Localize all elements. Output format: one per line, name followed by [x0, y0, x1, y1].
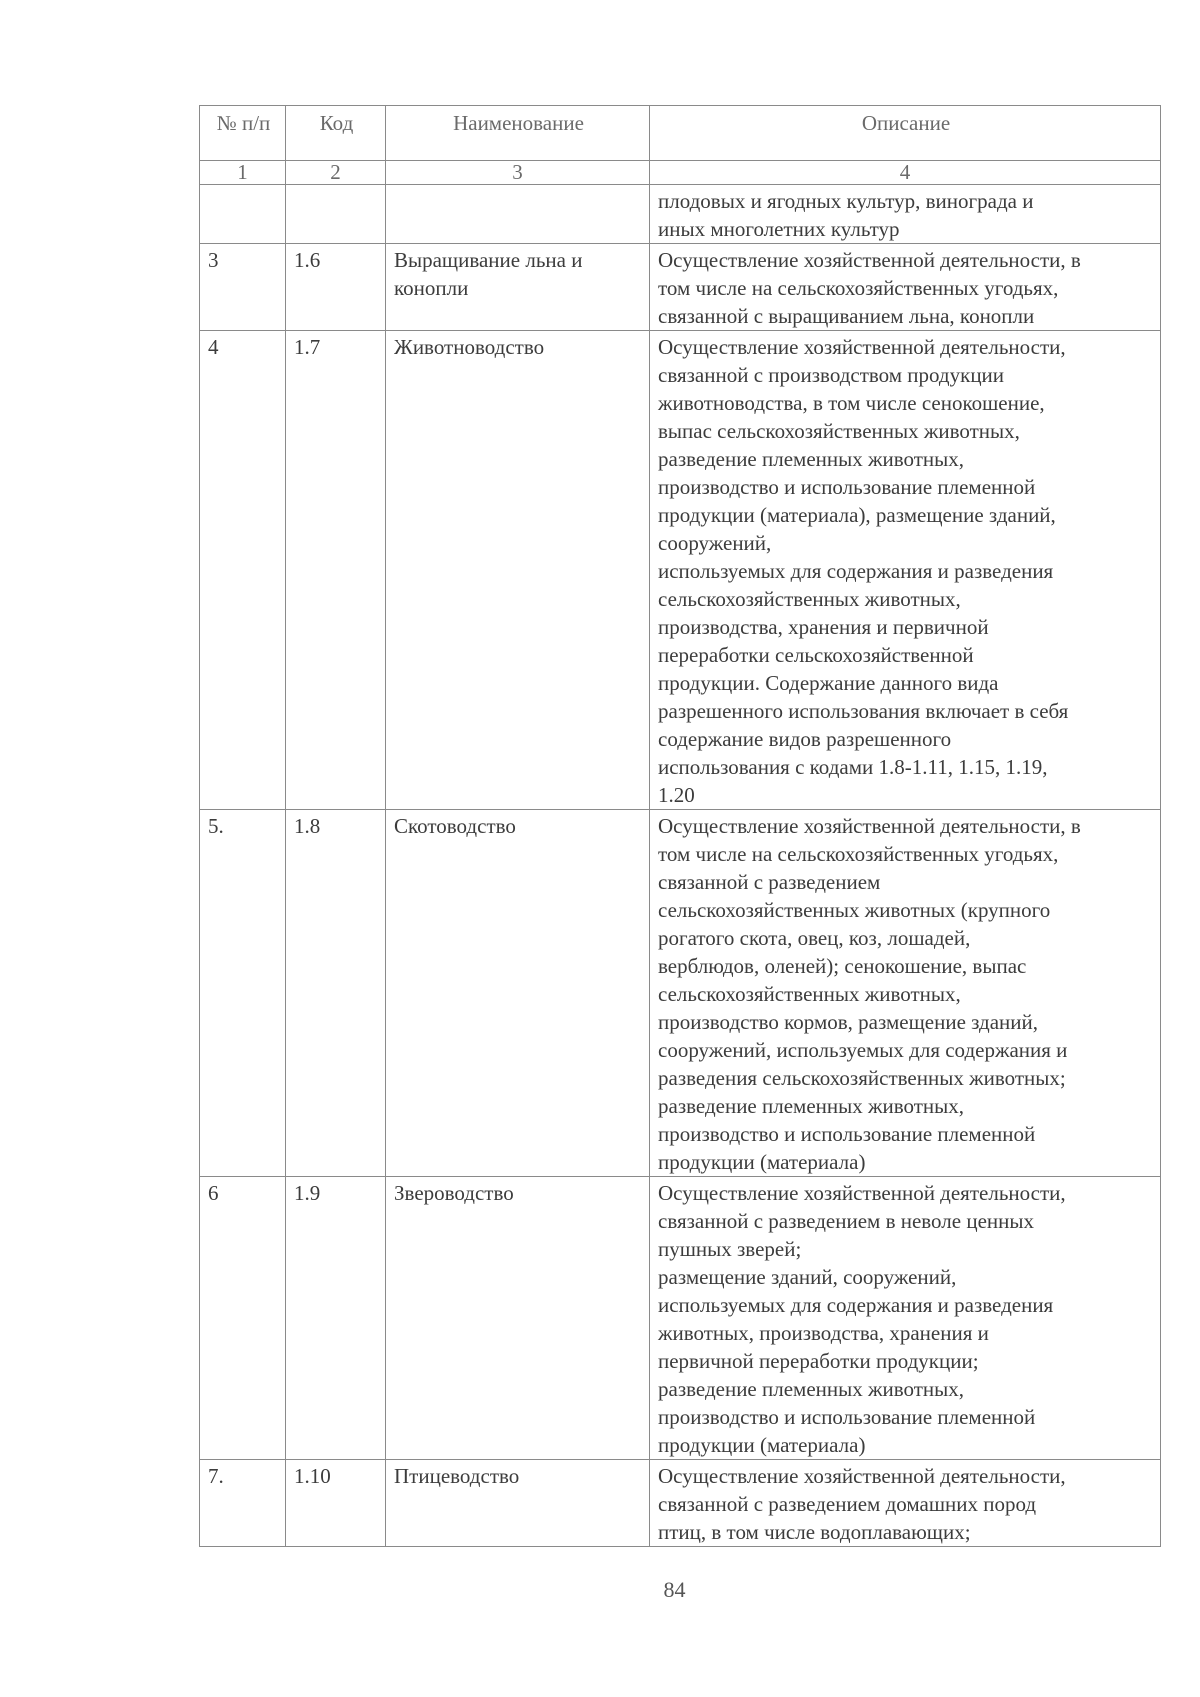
row-description-line: продукции. Содержание данного вида	[658, 671, 999, 695]
row-name	[386, 331, 650, 810]
row-description-line: сельскохозяйственных животных (крупного	[658, 898, 1051, 922]
row-description-line: верблюдов, оленей); сенокошение, выпас	[658, 954, 1027, 978]
row-description-line: переработки сельскохозяйственной	[658, 643, 974, 667]
row-description-line: разведения сельскохозяйственных животных;	[658, 1066, 1066, 1090]
column-number: 4	[650, 161, 1161, 185]
row-description	[650, 331, 1161, 810]
row-description-line: животных, производства, хранения и	[658, 1321, 989, 1345]
row-description-line: содержание видов разрешенного	[658, 727, 952, 751]
row-description	[650, 244, 1161, 331]
table-row	[200, 331, 1161, 810]
row-description-line: разведение племенных животных,	[658, 1094, 965, 1118]
row-description-line: Осуществление хозяйственной деятельности,	[658, 335, 1066, 359]
row-description-line: используемых для содержания и разведения	[658, 559, 1054, 583]
row-description-line: Осуществление хозяйственной деятельности, в	[658, 814, 1081, 838]
row-description-line: производство и использование племенной	[658, 1122, 1036, 1146]
row-description	[650, 810, 1161, 1177]
row-name	[386, 244, 650, 331]
column-number: 2	[286, 161, 386, 185]
row-description-line: Осуществление хозяйственной деятельности,	[658, 1464, 1066, 1488]
row-number: 7.	[200, 1460, 286, 1547]
row-name-line: Звероводство	[394, 1181, 514, 1205]
row-description-line: том числе на сельскохозяйственных угодьях,	[658, 842, 1059, 866]
row-description-line: производство кормов, размещение зданий,	[658, 1010, 1039, 1034]
row-name-line: Птицеводство	[394, 1464, 520, 1488]
row-description-line: выпас сельскохозяйственных животных,	[658, 419, 1020, 443]
row-description-line: связанной с разведением в неволе ценных	[658, 1209, 1034, 1233]
row-name	[386, 185, 650, 244]
row-number: 6	[200, 1177, 286, 1460]
row-description-line: животноводства, в том числе сенокошение,	[658, 391, 1045, 415]
land-use-table	[199, 105, 1161, 1547]
table-row	[200, 1460, 1161, 1547]
row-description	[650, 1177, 1161, 1460]
row-description-line: разведение племенных животных,	[658, 447, 965, 471]
row-name-line: Животноводство	[394, 335, 545, 359]
row-description-line: производство и использование племенной	[658, 1405, 1036, 1429]
header-row	[200, 106, 1161, 161]
row-description-line: разведение племенных животных,	[658, 1377, 965, 1401]
row-description-line: сооружений,	[658, 531, 772, 555]
row-code: 1.10	[286, 1460, 386, 1547]
row-description	[650, 1460, 1161, 1547]
row-description-line: птиц, в том числе водоплавающих;	[658, 1520, 971, 1544]
table-body	[200, 185, 1161, 1547]
table-row	[200, 1177, 1161, 1460]
header-code: Код	[286, 106, 386, 161]
row-description-line: пушных зверей;	[658, 1237, 802, 1261]
row-code: 1.8	[286, 810, 386, 1177]
row-number: 3	[200, 244, 286, 331]
row-description-line: рогатого скота, овец, коз, лошадей,	[658, 926, 971, 950]
row-description-line: первичной переработки продукции;	[658, 1349, 979, 1373]
page-number: 84	[663, 1577, 686, 1602]
row-code	[286, 185, 386, 244]
row-description-line: иных многолетних культур	[658, 217, 900, 241]
row-description-line: связанной с разведением	[658, 870, 881, 894]
column-number: 1	[200, 161, 286, 185]
row-number: 4	[200, 331, 286, 810]
row-description-line: плодовых и ягодных культур, винограда и	[658, 189, 1034, 213]
header-description: Описание	[650, 106, 1161, 161]
row-code: 1.6	[286, 244, 386, 331]
column-number: 3	[386, 161, 650, 185]
table-row	[200, 244, 1161, 331]
row-description-line: продукции (материала)	[658, 1150, 866, 1174]
row-number: 5.	[200, 810, 286, 1177]
row-description-line: производство и использование племенной	[658, 475, 1036, 499]
row-description-line: продукции (материала)	[658, 1433, 866, 1457]
row-description-line: связанной с разведением домашних пород	[658, 1492, 1037, 1516]
row-description	[650, 185, 1161, 244]
row-description-line: связанной с выращиванием льна, конопли	[658, 304, 1035, 328]
header-name: Наименование	[386, 106, 650, 161]
row-description-line: 1.20	[658, 783, 695, 807]
row-code: 1.7	[286, 331, 386, 810]
row-description-line: сооружений, используемых для содержания и	[658, 1038, 1068, 1062]
row-description-line: продукции (материала), размещение зданий,	[658, 503, 1056, 527]
row-name-line: Выращивание льна и	[394, 248, 583, 272]
row-description-line: использования с кодами 1.8-1.11, 1.15, 1.19,	[658, 755, 1048, 779]
row-name	[386, 1177, 650, 1460]
row-description-line: разрешенного использования включает в себя	[658, 699, 1069, 723]
row-description-line: производства, хранения и первичной	[658, 615, 989, 639]
row-name-line: конопли	[394, 276, 469, 300]
row-name-line: Скотоводство	[394, 814, 516, 838]
row-description-line: том числе на сельскохозяйственных угодьях,	[658, 276, 1059, 300]
column-numbers-row	[200, 161, 1161, 185]
row-code: 1.9	[286, 1177, 386, 1460]
table-row	[200, 810, 1161, 1177]
row-name	[386, 1460, 650, 1547]
row-description-line: связанной с производством продукции	[658, 363, 1005, 387]
row-description-line: используемых для содержания и разведения	[658, 1293, 1054, 1317]
row-description-line: Осуществление хозяйственной деятельности, в	[658, 248, 1081, 272]
row-description-line: размещение зданий, сооружений,	[658, 1265, 957, 1289]
row-description-line: сельскохозяйственных животных,	[658, 587, 961, 611]
table-row	[200, 185, 1161, 244]
row-description-line: Осуществление хозяйственной деятельности,	[658, 1181, 1066, 1205]
row-name	[386, 810, 650, 1177]
row-description-line: сельскохозяйственных животных,	[658, 982, 961, 1006]
row-number	[200, 185, 286, 244]
header-number: № п/п	[200, 106, 286, 161]
